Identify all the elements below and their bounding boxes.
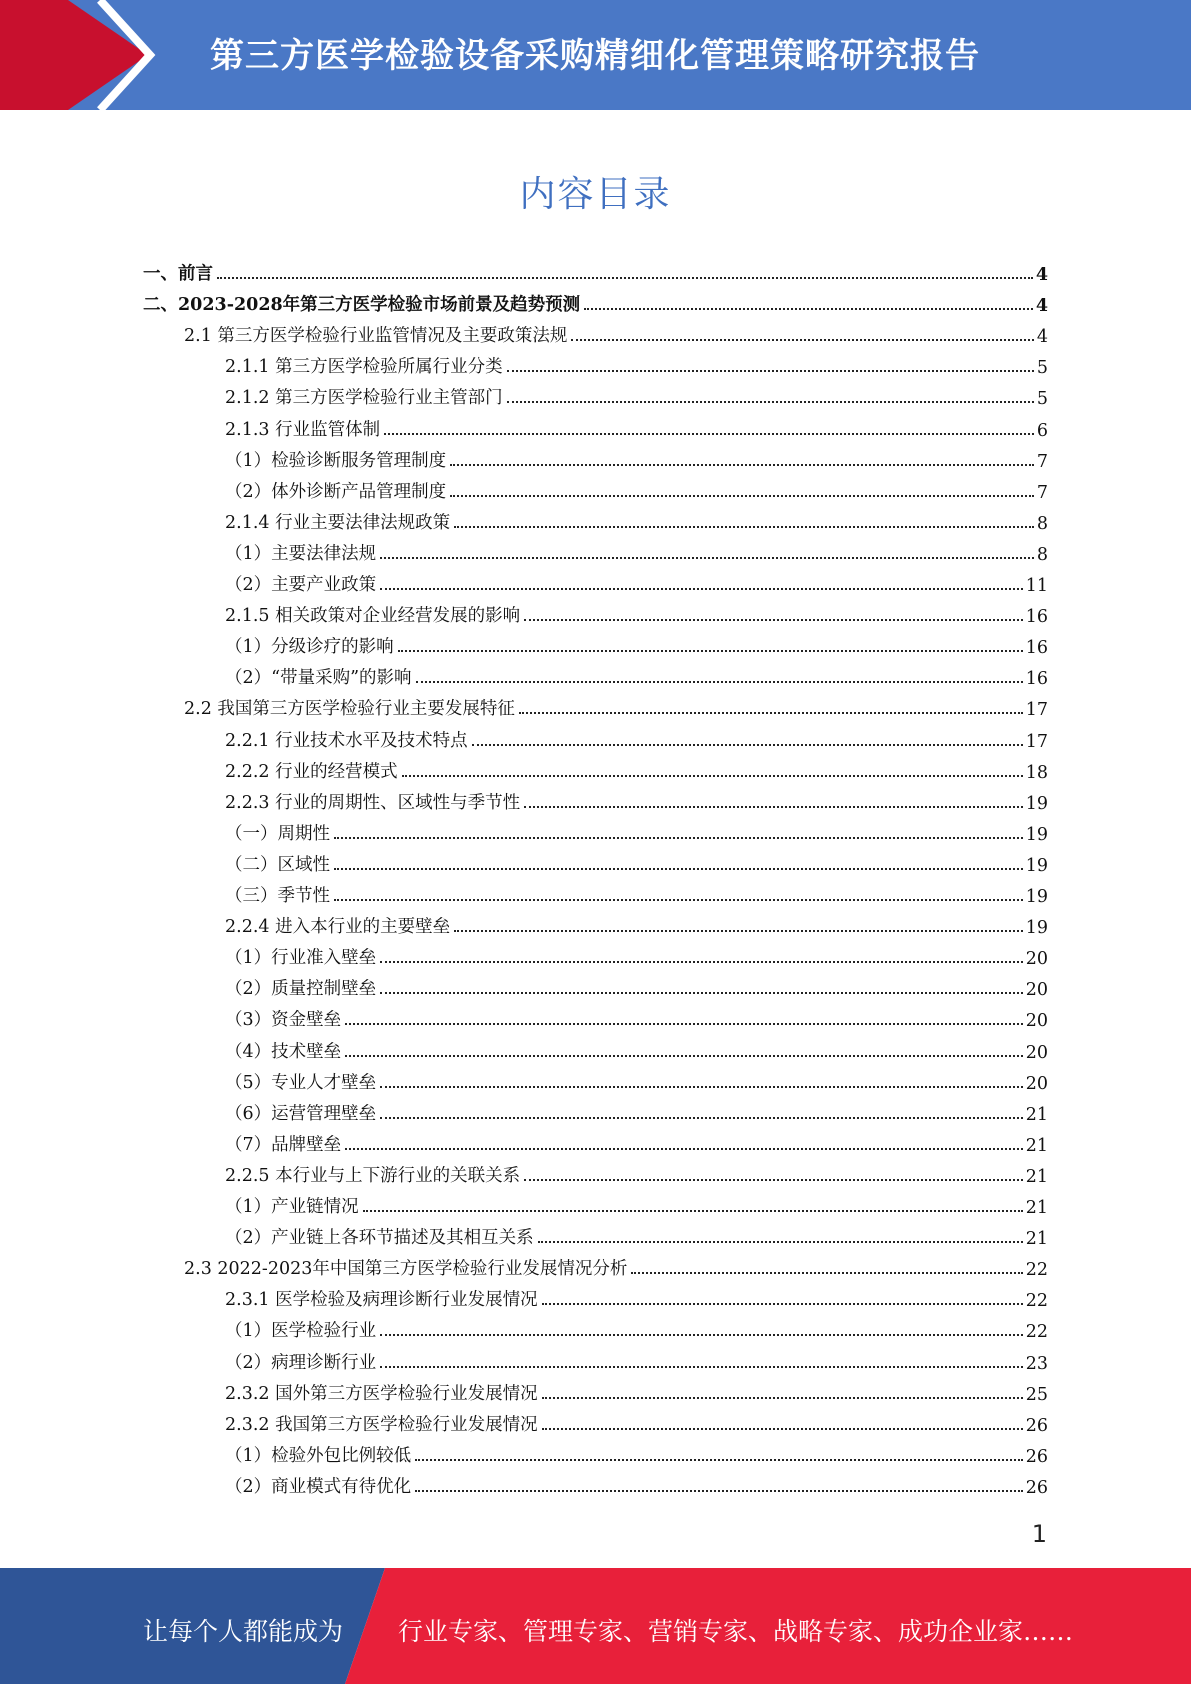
- toc-entry-page: 5: [1036, 389, 1048, 410]
- toc-entry-page: 17: [1025, 731, 1048, 752]
- toc-entry-label: 2.1.1 第三方医学检验所属行业分类: [225, 357, 503, 378]
- toc-entry-page: 19: [1025, 918, 1048, 939]
- toc-entry[interactable]: [225, 441, 1048, 472]
- toc-dot-leader: [217, 276, 1033, 279]
- toc-entry[interactable]: [225, 1374, 1048, 1405]
- toc-entry-label: （2）“带量采购”的影响: [225, 668, 412, 689]
- toc-entry-label: （2）质量控制壁垒: [225, 979, 377, 1000]
- toc-dot-leader: [450, 463, 1034, 466]
- toc-entry-label: （3）资金壁垒: [225, 1010, 342, 1031]
- toc-dot-leader: [416, 680, 1023, 683]
- toc-dot-leader: [345, 1147, 1023, 1150]
- toc-dot-leader: [334, 836, 1023, 839]
- toc-entry-page: 19: [1025, 855, 1048, 876]
- toc-dot-leader: [631, 1271, 1022, 1274]
- toc-entry[interactable]: [225, 1218, 1048, 1249]
- toc-entry-label: 2.2.5 本行业与上下游行业的关联关系: [225, 1165, 521, 1186]
- toc-entry-label: （2）主要产业政策: [225, 575, 377, 595]
- toc-entry[interactable]: [225, 347, 1048, 378]
- toc-entry-page: 26: [1025, 1446, 1048, 1467]
- toc-entry-label: 2.2 我国第三方医学检验行业主要发展特征: [184, 699, 515, 720]
- toc-entry-page: 16: [1025, 669, 1048, 690]
- toc-entry-label: （1）产业链情况: [225, 1197, 359, 1217]
- toc-entry[interactable]: [225, 1405, 1048, 1436]
- toc-entry-page: 7: [1036, 482, 1048, 503]
- toc-entry-page: 17: [1025, 700, 1048, 721]
- toc-dot-leader: [345, 1054, 1023, 1057]
- toc-dot-leader: [524, 1178, 1023, 1181]
- toc-dot-leader: [472, 743, 1023, 746]
- toc-entry-label: （一）周期性: [225, 823, 330, 844]
- toc-entry[interactable]: [225, 565, 1048, 596]
- toc-entry-page: 20: [1025, 1073, 1048, 1094]
- toc-dot-leader: [380, 1116, 1023, 1119]
- toc-entry-label: （二）区域性: [225, 854, 330, 875]
- toc-entry-label: （2）体外诊断产品管理制度: [225, 481, 447, 502]
- toc-dot-leader: [398, 649, 1023, 652]
- toc-entry-page: 22: [1025, 1260, 1048, 1281]
- toc-entry-page: 4: [1035, 296, 1048, 317]
- toc-entry-label: 2.2.1 行业技术水平及技术特点: [225, 730, 468, 751]
- toc-entry[interactable]: [225, 596, 1048, 627]
- toc-entry-page: 8: [1036, 513, 1048, 534]
- toc-entry-label: （2）产业链上各环节描述及其相互关系: [225, 1228, 534, 1249]
- toc-dot-leader: [380, 991, 1023, 994]
- toc-entry-label: （1）检验诊断服务管理制度: [225, 450, 447, 471]
- toc-entry[interactable]: [225, 1187, 1048, 1218]
- toc-entry-page: 8: [1036, 544, 1048, 565]
- toc-dot-leader: [384, 432, 1034, 435]
- toc-dot-leader: [415, 1458, 1023, 1461]
- toc-entry-page: 19: [1025, 793, 1048, 814]
- toc-dot-leader: [507, 369, 1034, 372]
- toc-entry-page: 16: [1025, 638, 1048, 659]
- toc-entry[interactable]: [225, 627, 1048, 658]
- toc-entry[interactable]: [225, 783, 1048, 814]
- toc-dot-leader: [542, 1302, 1023, 1305]
- toc-entry-page: 18: [1025, 762, 1048, 783]
- toc-entry[interactable]: [225, 1311, 1048, 1342]
- page-number: 1: [1031, 1520, 1047, 1548]
- toc-entry-label: 2.3 2022-2023年中国第三方医学检验行业发展情况分析: [184, 1259, 628, 1280]
- toc-entry-page: 23: [1025, 1353, 1048, 1374]
- toc-dot-leader: [345, 1022, 1023, 1025]
- toc-dot-leader: [584, 307, 1033, 310]
- toc-dot-leader: [524, 805, 1023, 808]
- toc-dot-leader: [334, 898, 1023, 901]
- toc-entry[interactable]: [225, 1125, 1048, 1156]
- toc-entry-page: 22: [1025, 1291, 1048, 1312]
- toc-entry[interactable]: [184, 1249, 1048, 1280]
- toc-entry[interactable]: [184, 316, 1048, 347]
- toc-entry-page: 21: [1025, 1104, 1048, 1125]
- toc-dot-leader: [380, 556, 1034, 559]
- toc-dot-leader: [415, 1489, 1023, 1492]
- toc-dot-leader: [542, 1427, 1023, 1430]
- toc-entry-page: 20: [1025, 980, 1048, 1001]
- toc-entry[interactable]: [225, 814, 1048, 845]
- toc-entry-page: 19: [1025, 887, 1048, 907]
- toc-entry[interactable]: [143, 254, 1048, 285]
- toc-dot-leader: [380, 1365, 1023, 1368]
- toc-entry-label: 2.1.3 行业监管体制: [225, 419, 381, 440]
- toc-entry-label: 一、前言: [143, 264, 213, 284]
- toc-entry-label: 2.1.4 行业主要法律法规政策: [225, 512, 451, 533]
- toc-entry-label: （1）医学检验行业: [225, 1321, 377, 1342]
- toc-entry[interactable]: [225, 752, 1048, 783]
- toc-entry-label: 2.1.2 第三方医学检验行业主管部门: [225, 388, 503, 409]
- toc-entry-page: 20: [1025, 1011, 1048, 1032]
- toc-dot-leader: [380, 587, 1023, 590]
- toc-entry[interactable]: [225, 876, 1048, 907]
- toc-entry-page: 11: [1025, 576, 1048, 596]
- toc-entry-label: 2.2.2 行业的经营模式: [225, 761, 398, 782]
- footer-slogan-left: 让每个人都能成为: [143, 1617, 344, 1646]
- toc-entry-label: （5）专业人才壁垒: [225, 1072, 377, 1093]
- toc-entry[interactable]: [225, 1156, 1048, 1187]
- toc-entry[interactable]: [225, 472, 1048, 503]
- toc-entry-page: 4: [1036, 327, 1048, 348]
- toc-dot-leader: [363, 1209, 1023, 1212]
- toc-entry-page: 19: [1025, 824, 1048, 845]
- toc-entry-label: 2.3.1 医学检验及病理诊断行业发展情况: [225, 1290, 538, 1311]
- toc-dot-leader: [334, 867, 1023, 870]
- toc-dot-leader: [507, 400, 1034, 403]
- toc-entry[interactable]: [225, 938, 1048, 969]
- toc-entry-page: 26: [1025, 1477, 1048, 1498]
- toc-entry[interactable]: [225, 1094, 1048, 1125]
- toc-title: 内容目录: [519, 174, 672, 215]
- toc-entry-page: 5: [1036, 358, 1048, 379]
- toc-entry[interactable]: [225, 907, 1048, 938]
- toc-entry-page: 20: [1025, 949, 1048, 970]
- toc-entry[interactable]: [225, 969, 1048, 1000]
- toc-entry-page: 6: [1036, 420, 1048, 441]
- toc-entry-page: 7: [1036, 451, 1048, 472]
- toc-entry-label: （2）商业模式有待优化: [225, 1476, 412, 1497]
- page-header: [0, 0, 1191, 110]
- toc-dot-leader: [454, 929, 1023, 932]
- toc-dot-leader: [380, 1085, 1023, 1088]
- toc-entry-page: 21: [1025, 1135, 1048, 1156]
- toc-dot-leader: [454, 525, 1034, 528]
- toc-entry-label: 2.2.4 进入本行业的主要壁垒: [225, 917, 451, 938]
- toc-entry-label: 2.3.2 国外第三方医学检验行业发展情况: [225, 1383, 538, 1404]
- toc-entry-label: 2.3.2 我国第三方医学检验行业发展情况: [225, 1414, 538, 1435]
- toc-entry[interactable]: [143, 285, 1048, 316]
- toc-entry[interactable]: [225, 534, 1048, 565]
- toc-entry-label: 二、2023-2028年第三方医学检验市场前景及趋势预测: [143, 295, 581, 316]
- toc-entry-page: 21: [1025, 1198, 1048, 1218]
- toc-dot-leader: [542, 1396, 1023, 1399]
- toc-entry-label: （2）病理诊断行业: [225, 1352, 377, 1373]
- toc-dot-leader: [450, 494, 1034, 497]
- footer-slogan-right: 行业专家、管理专家、营销专家、战略专家、成功企业家……: [398, 1617, 1074, 1646]
- toc-entry[interactable]: [225, 1436, 1048, 1467]
- toc-entry[interactable]: [225, 721, 1048, 752]
- toc-entry-page: 26: [1025, 1415, 1048, 1436]
- toc-entry-label: （三）季节性: [225, 886, 330, 906]
- toc-entry-label: （7）品牌壁垒: [225, 1134, 342, 1155]
- toc-dot-leader: [519, 711, 1023, 714]
- toc-entry-page: 21: [1025, 1166, 1048, 1187]
- toc-entry-page: 16: [1025, 607, 1048, 628]
- toc-entry-label: （6）运营管理壁垒: [225, 1103, 377, 1124]
- toc-entry-label: （1）行业准入壁垒: [225, 948, 377, 969]
- toc-entry-label: （1）检验外包比例较低: [225, 1445, 412, 1466]
- toc-entry[interactable]: [225, 1032, 1048, 1063]
- toc-entry-page: 25: [1025, 1384, 1048, 1405]
- toc-entry[interactable]: [225, 845, 1048, 876]
- toc-entry-label: （1）主要法律法规: [225, 543, 377, 564]
- toc-entry[interactable]: [225, 1343, 1048, 1374]
- toc-entry-label: （4）技术壁垒: [225, 1041, 342, 1062]
- toc-entry[interactable]: [225, 1063, 1048, 1094]
- toc-entry-label: 2.1.5 相关政策对企业经营发展的影响: [225, 606, 521, 627]
- toc-entry-page: 21: [1025, 1229, 1048, 1250]
- toc-dot-leader: [380, 960, 1023, 963]
- toc-entry[interactable]: [225, 1000, 1048, 1031]
- toc-entry-label: （1）分级诊疗的影响: [225, 637, 394, 658]
- toc-dot-leader: [524, 618, 1023, 621]
- toc-entry[interactable]: [225, 658, 1048, 689]
- toc-dot-leader: [402, 774, 1023, 777]
- toc-entry-page: 22: [1025, 1322, 1048, 1343]
- toc-dot-leader: [538, 1240, 1023, 1243]
- toc-entry[interactable]: [184, 689, 1048, 720]
- toc-entry-label: 2.2.3 行业的周期性、区域性与季节性: [225, 792, 521, 813]
- toc-dot-leader: [571, 338, 1033, 341]
- toc-dot-leader: [380, 1333, 1023, 1336]
- toc-entry[interactable]: [225, 1280, 1048, 1311]
- page-footer: [0, 1568, 1191, 1684]
- toc-entry[interactable]: [225, 1467, 1048, 1498]
- toc-entry[interactable]: [225, 378, 1048, 409]
- toc-entry[interactable]: [225, 503, 1048, 534]
- header-title: 第三方医学检验设备采购精细化管理策略研究报告: [210, 36, 980, 76]
- toc-entry-page: 20: [1025, 1042, 1048, 1063]
- toc-entry-label: 2.1 第三方医学检验行业监管情况及主要政策法规: [184, 326, 568, 347]
- toc-entry[interactable]: [225, 410, 1048, 441]
- toc-entry-page: 4: [1035, 265, 1048, 285]
